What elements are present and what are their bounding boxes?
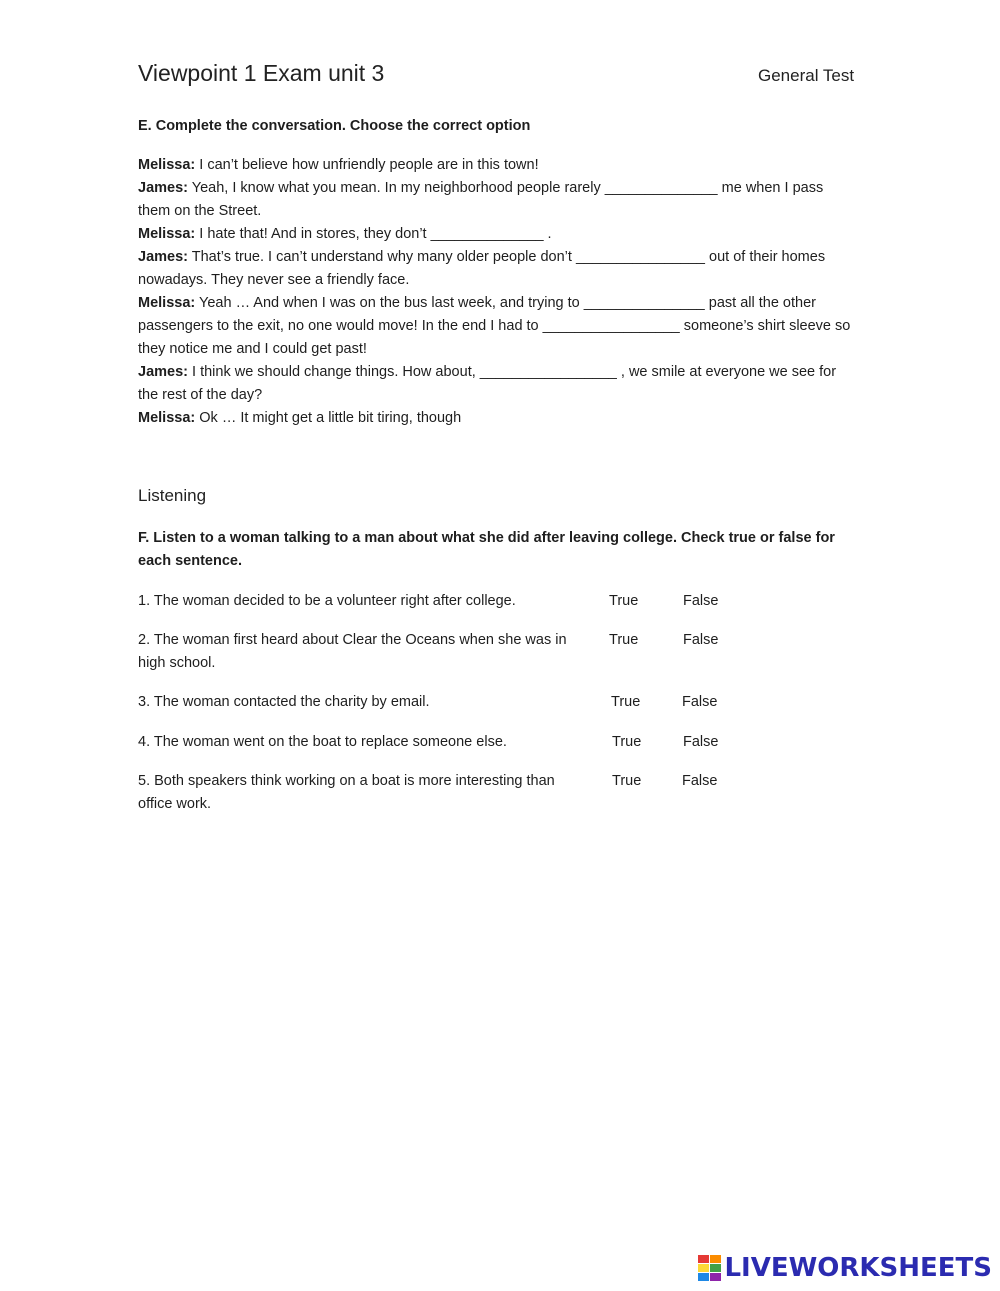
line-text: Yeah … And when I was on the bus last week, and trying to _______________ past all the other passengers to the exit, no one would move! In the end I had to _________________ someone’s shirt sleeve so they notice me and I could get past!	[138, 295, 851, 357]
false-option[interactable]: False	[683, 632, 719, 648]
speaker: James:	[138, 364, 188, 380]
speaker: James:	[138, 180, 188, 196]
logo-block	[698, 1255, 709, 1263]
section-f-heading: F. Listen to a woman talking to a man about what she did after leaving college. Check true or false for each sentence.	[138, 530, 835, 569]
dialogue-line	[138, 361, 858, 407]
statement-5: 5. Both speakers think working on a boat is more interesting than office work.	[138, 773, 555, 812]
dialogue-line	[138, 246, 858, 292]
statement-3: 3. The woman contacted the charity by email.	[138, 694, 430, 710]
statement-1: 1. The woman decided to be a volunteer right after college.	[138, 593, 516, 609]
logo-block	[698, 1273, 709, 1281]
true-option[interactable]: True	[609, 593, 639, 609]
dialogue-line	[138, 292, 858, 361]
section-e-heading: E. Complete the conversation. Choose the correct option	[138, 118, 531, 134]
listening-label: Listening	[138, 486, 207, 505]
statement-4: 4. The woman went on the boat to replace someone else.	[138, 734, 507, 750]
liveworksheets-logo	[698, 1250, 992, 1286]
dialogue-line	[138, 223, 858, 246]
true-option[interactable]: True	[612, 773, 642, 789]
page-title: Viewpoint 1 Exam unit 3	[138, 60, 385, 86]
dialogue-line	[138, 154, 858, 177]
page-subtitle: General Test	[758, 66, 855, 85]
logo-text: LIVEWORKSHEETS	[724, 1253, 992, 1283]
true-option[interactable]: True	[612, 734, 642, 750]
dialogue-line	[138, 407, 858, 430]
false-option[interactable]: False	[683, 734, 719, 750]
true-option[interactable]: True	[611, 694, 641, 710]
line-text: That’s true. I can’t understand why many older people don’t ________________ out of their homes nowadays. They never see a friendly face.	[138, 249, 826, 288]
speaker: Melissa:	[138, 226, 196, 242]
speaker: James:	[138, 249, 188, 265]
statement-2: 2. The woman first heard about Clear the Oceans when she was in high school.	[138, 632, 567, 671]
speaker: Melissa:	[138, 410, 196, 426]
line-text: I think we should change things. How about, _________________ , we smile at everyone we see for the rest of the day?	[138, 364, 837, 403]
line-text: I can’t believe how unfriendly people are in this town!	[195, 157, 539, 173]
speaker: Melissa:	[138, 295, 196, 311]
speaker: Melissa:	[138, 157, 196, 173]
false-option[interactable]: False	[682, 773, 718, 789]
false-option[interactable]: False	[682, 694, 718, 710]
line-text: I hate that! And in stores, they don’t ______________ .	[195, 226, 552, 242]
dialogue-line	[138, 177, 858, 223]
false-option[interactable]: False	[683, 593, 719, 609]
logo-block	[710, 1264, 721, 1272]
logo-block	[710, 1273, 721, 1281]
line-text: Ok … It might get a little bit tiring, though	[195, 410, 462, 426]
logo-blocks-icon	[698, 1255, 721, 1281]
true-option[interactable]: True	[609, 632, 639, 648]
logo-block	[698, 1264, 709, 1272]
logo-block	[710, 1255, 721, 1263]
line-text: Yeah, I know what you mean. In my neighborhood people rarely ______________ me when I pass them on the Street.	[138, 180, 824, 219]
conversation	[138, 154, 858, 430]
